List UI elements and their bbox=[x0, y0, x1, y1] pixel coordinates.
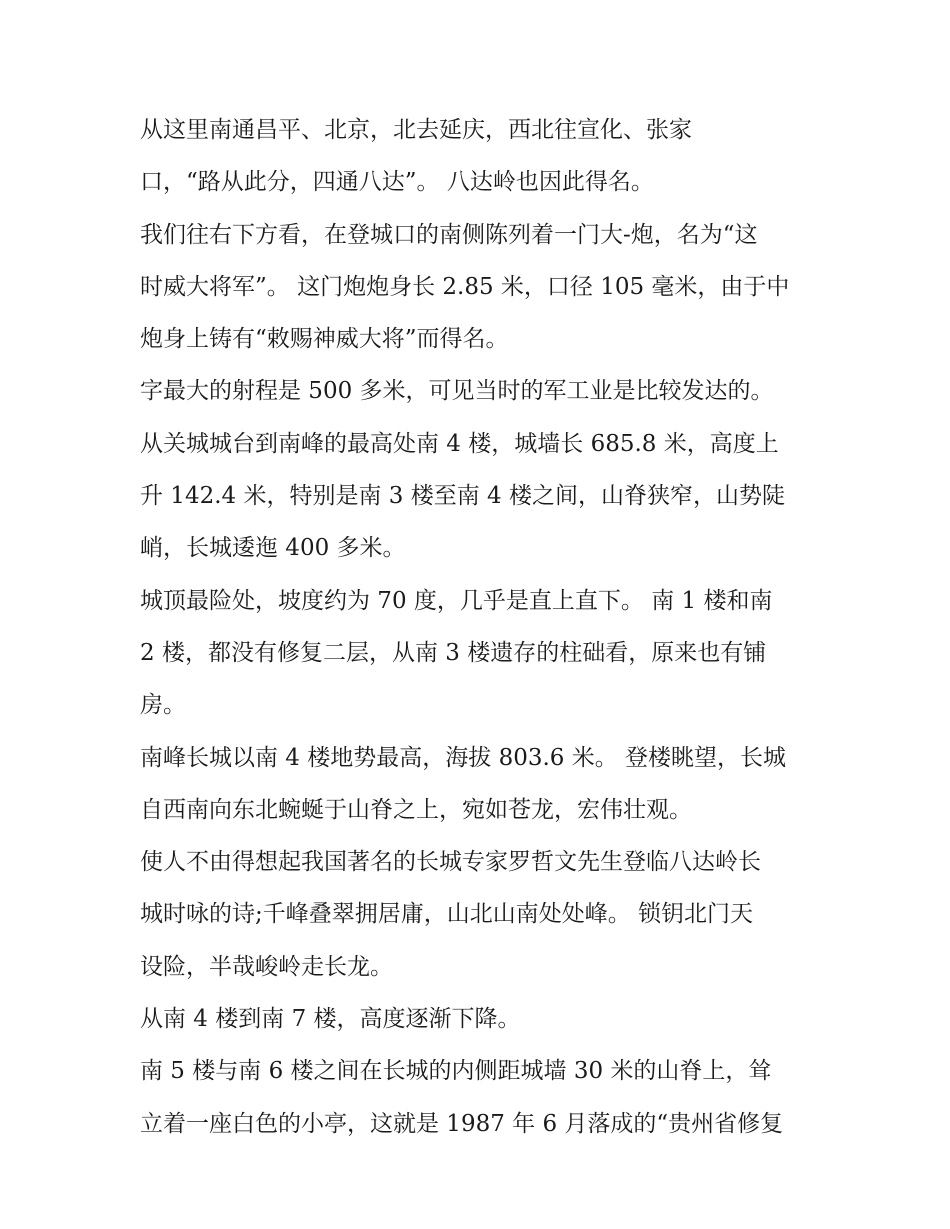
text-line: 使人不由得想起我国著名的长城专家罗哲文先生登临八达岭长 bbox=[140, 849, 761, 876]
document-body bbox=[140, 110, 840, 1156]
text-line: 炮身上铸有“敕赐神威大将”而得名。 bbox=[140, 326, 509, 353]
text-line: 自西南向东北蜿蜒于山脊之上，宛如苍龙，宏伟壮观。 bbox=[140, 796, 692, 823]
text-line: 房。 bbox=[140, 692, 186, 719]
text-line: 我们往右下方看，在登城口的南侧陈列着一门大-炮，名为“这 bbox=[140, 221, 758, 248]
text-line: 立着一座白色的小亭，这就是 1987 年 6 月落成的“贵州省修复 bbox=[140, 1110, 784, 1137]
text-line: 字最大的射程是 500 多米，可见当时的军工业是比较发达的。 bbox=[140, 378, 774, 405]
text-line: 南 5 楼与南 6 楼之间在长城的内侧距城墙 30 米的山脊上，耸 bbox=[140, 1058, 772, 1085]
text-line: 从这里南通昌平、北京，北去延庆，西北往宣化、张家 bbox=[140, 117, 692, 143]
text-line: 峭，长城逶迤 400 多米。 bbox=[140, 535, 406, 562]
text-line: 从南 4 楼到南 7 楼，高度逐渐下降。 bbox=[140, 1006, 521, 1033]
text-line: 城时咏的诗;千峰叠翠拥居庸，山北山南处处峰。 锁钥北门天 bbox=[140, 901, 754, 928]
text-line: 从关城城台到南峰的最高处南 4 楼，城墙长 685.8 米，高度上 bbox=[140, 430, 779, 457]
text-line: 城顶最险处，坡度约为 70 度，几乎是直上直下。 南 1 楼和南 bbox=[140, 587, 773, 614]
text-line: 设险，半哉峻岭走长龙。 bbox=[140, 953, 393, 980]
text-line: 口，“路从此分，四通八达”。 八达岭也因此得名。 bbox=[140, 169, 654, 196]
text-line: 南峰长城以南 4 楼地势最高，海拔 803.6 米。 登楼眺望，长城 bbox=[140, 744, 787, 771]
text-line: 升 142.4 米，特别是南 3 楼至南 4 楼之间，山脊狭窄，山势陡 bbox=[140, 483, 785, 510]
text-line: 2 楼，都没有修复二层，从南 3 楼遗存的柱础看，原来也有铺 bbox=[140, 639, 767, 666]
text-line: 时威大将军”。 这门炮炮身长 2.85 米，口径 105 毫米，由于中 bbox=[140, 273, 790, 300]
